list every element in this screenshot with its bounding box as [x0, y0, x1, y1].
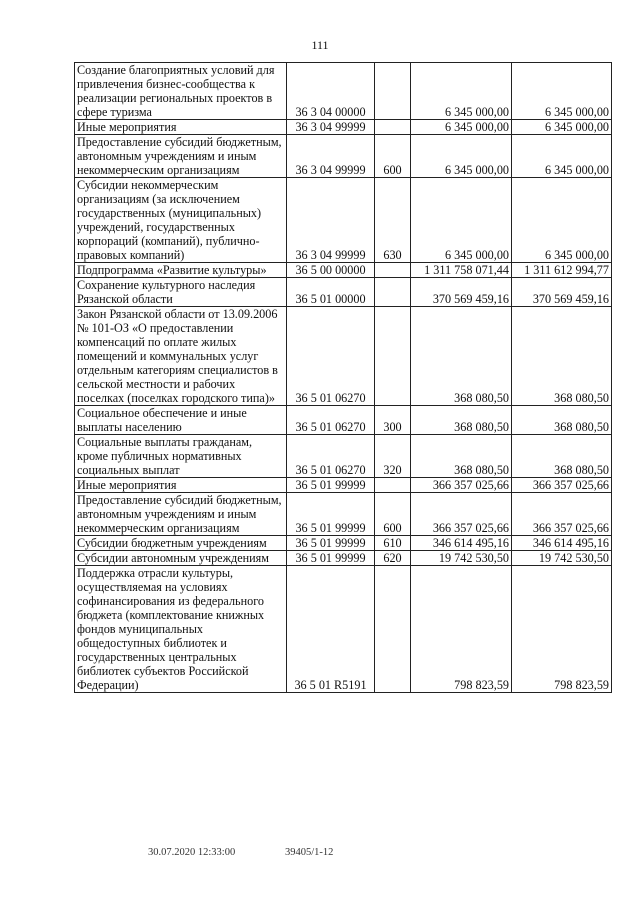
- row-name-cell: Социальное обеспечение и иные выплаты населению: [75, 406, 287, 435]
- row-sum-2020-cell: 366 357 025,66: [411, 493, 512, 536]
- row-expense-type-cell: 600: [375, 493, 411, 536]
- row-sum-approved-cell: 366 357 025,66: [512, 478, 612, 493]
- row-name-cell: Предоставление субсидий бюджетным, автономным учреждениям и иным некоммерческим организациям: [75, 493, 287, 536]
- row-csr-code-cell: 36 5 00 00000: [287, 263, 375, 278]
- table-row: [75, 307, 612, 406]
- row-sum-2020-cell: 1 311 758 071,44: [411, 263, 512, 278]
- row-sum-approved-cell: 368 080,50: [512, 435, 612, 478]
- row-sum-approved-cell: 19 742 530,50: [512, 551, 612, 566]
- row-expense-type-cell: 300: [375, 406, 411, 435]
- row-expense-type-cell: [375, 566, 411, 693]
- row-sum-approved-cell: 798 823,59: [512, 566, 612, 693]
- row-sum-2020-cell: 6 345 000,00: [411, 120, 512, 135]
- row-sum-approved-cell: 1 311 612 994,77: [512, 263, 612, 278]
- row-sum-2020-cell: 370 569 459,16: [411, 278, 512, 307]
- row-csr-code-cell: 36 5 01 06270: [287, 307, 375, 406]
- row-sum-approved-cell: 370 569 459,16: [512, 278, 612, 307]
- table-row: [75, 478, 612, 493]
- row-sum-approved-cell: 366 357 025,66: [512, 493, 612, 536]
- row-sum-approved-cell: 6 345 000,00: [512, 63, 612, 120]
- table-row: [75, 406, 612, 435]
- row-expense-type-cell: 630: [375, 178, 411, 263]
- row-csr-code-cell: 36 3 04 99999: [287, 178, 375, 263]
- row-expense-type-cell: [375, 478, 411, 493]
- row-sum-approved-cell: 346 614 495,16: [512, 536, 612, 551]
- row-name-cell: Субсидии бюджетным учреждениям: [75, 536, 287, 551]
- row-sum-2020-cell: 19 742 530,50: [411, 551, 512, 566]
- row-name-cell: Субсидии некоммерческим организациям (за исключением государственных (муниципальных) учреждений, государственных корпораций (компаний), публично-правовых компаний): [75, 178, 287, 263]
- row-expense-type-cell: 600: [375, 135, 411, 178]
- row-name-cell: Предоставление субсидий бюджетным, автономным учреждениям и иным некоммерческим организациям: [75, 135, 287, 178]
- row-sum-2020-cell: 366 357 025,66: [411, 478, 512, 493]
- row-expense-type-cell: [375, 307, 411, 406]
- row-name-cell: Иные мероприятия: [75, 478, 287, 493]
- footer-doc-number: 39405/1-12: [285, 847, 334, 858]
- row-csr-code-cell: 36 3 04 00000: [287, 63, 375, 120]
- table-row: [75, 135, 612, 178]
- row-csr-code-cell: 36 5 01 06270: [287, 406, 375, 435]
- row-csr-code-cell: 36 3 04 99999: [287, 120, 375, 135]
- table-row: [75, 120, 612, 135]
- row-name-cell: Поддержка отрасли культуры, осуществляемая на условиях софинансирования из федерального бюджета (комплектование книжных фондов муниципальных общедоступных библиотек и государственных центральных библиотек субъектов Российской Федерации): [75, 566, 287, 693]
- row-sum-2020-cell: 798 823,59: [411, 566, 512, 693]
- table-row: [75, 551, 612, 566]
- row-sum-2020-cell: 6 345 000,00: [411, 178, 512, 263]
- row-name-cell: Социальные выплаты гражданам, кроме публичных нормативных социальных выплат: [75, 435, 287, 478]
- row-name-cell: Закон Рязанской области от 13.09.2006 № 101-ОЗ «О предоставлении компенсаций по оплате жилых помещений и коммунальных услуг отдельным категориям специалистов в сельской местности и рабочих поселках (поселках городского типа)»: [75, 307, 287, 406]
- row-sum-approved-cell: 6 345 000,00: [512, 120, 612, 135]
- row-sum-2020-cell: 346 614 495,16: [411, 536, 512, 551]
- row-sum-2020-cell: 368 080,50: [411, 406, 512, 435]
- table-row: [75, 435, 612, 478]
- row-sum-2020-cell: 6 345 000,00: [411, 63, 512, 120]
- row-sum-2020-cell: 368 080,50: [411, 307, 512, 406]
- table-row: [75, 63, 612, 120]
- row-csr-code-cell: 36 5 01 99999: [287, 478, 375, 493]
- row-csr-code-cell: 36 5 01 99999: [287, 493, 375, 536]
- row-csr-code-cell: 36 5 01 R5191: [287, 566, 375, 693]
- row-sum-approved-cell: 368 080,50: [512, 307, 612, 406]
- table-row: [75, 493, 612, 536]
- table-row: [75, 278, 612, 307]
- row-sum-approved-cell: 368 080,50: [512, 406, 612, 435]
- table-row: [75, 178, 612, 263]
- table-row: [75, 536, 612, 551]
- row-sum-2020-cell: 368 080,50: [411, 435, 512, 478]
- footer-timestamp: 30.07.2020 12:33:00: [148, 847, 236, 858]
- row-sum-approved-cell: 6 345 000,00: [512, 135, 612, 178]
- row-name-cell: Подпрограмма «Развитие культуры»: [75, 263, 287, 278]
- budget-table-body: [75, 63, 612, 693]
- row-expense-type-cell: [375, 263, 411, 278]
- table-row: [75, 263, 612, 278]
- page-number: 111: [311, 38, 329, 52]
- row-csr-code-cell: 36 3 04 99999: [287, 135, 375, 178]
- row-name-cell: Сохранение культурного наследия Рязанской области: [75, 278, 287, 307]
- row-sum-approved-cell: 6 345 000,00: [512, 178, 612, 263]
- row-expense-type-cell: 620: [375, 551, 411, 566]
- row-expense-type-cell: [375, 120, 411, 135]
- row-name-cell: Создание благоприятных условий для привлечения бизнес-сообщества к реализации региональных проектов в сфере туризма: [75, 63, 287, 120]
- budget-table: [74, 62, 612, 693]
- row-csr-code-cell: 36 5 01 00000: [287, 278, 375, 307]
- row-sum-2020-cell: 6 345 000,00: [411, 135, 512, 178]
- row-expense-type-cell: [375, 278, 411, 307]
- row-expense-type-cell: 610: [375, 536, 411, 551]
- row-name-cell: Субсидии автономным учреждениям: [75, 551, 287, 566]
- row-csr-code-cell: 36 5 01 99999: [287, 536, 375, 551]
- row-csr-code-cell: 36 5 01 99999: [287, 551, 375, 566]
- row-expense-type-cell: 320: [375, 435, 411, 478]
- table-row: [75, 566, 612, 693]
- row-csr-code-cell: 36 5 01 06270: [287, 435, 375, 478]
- row-expense-type-cell: [375, 63, 411, 120]
- row-name-cell: Иные мероприятия: [75, 120, 287, 135]
